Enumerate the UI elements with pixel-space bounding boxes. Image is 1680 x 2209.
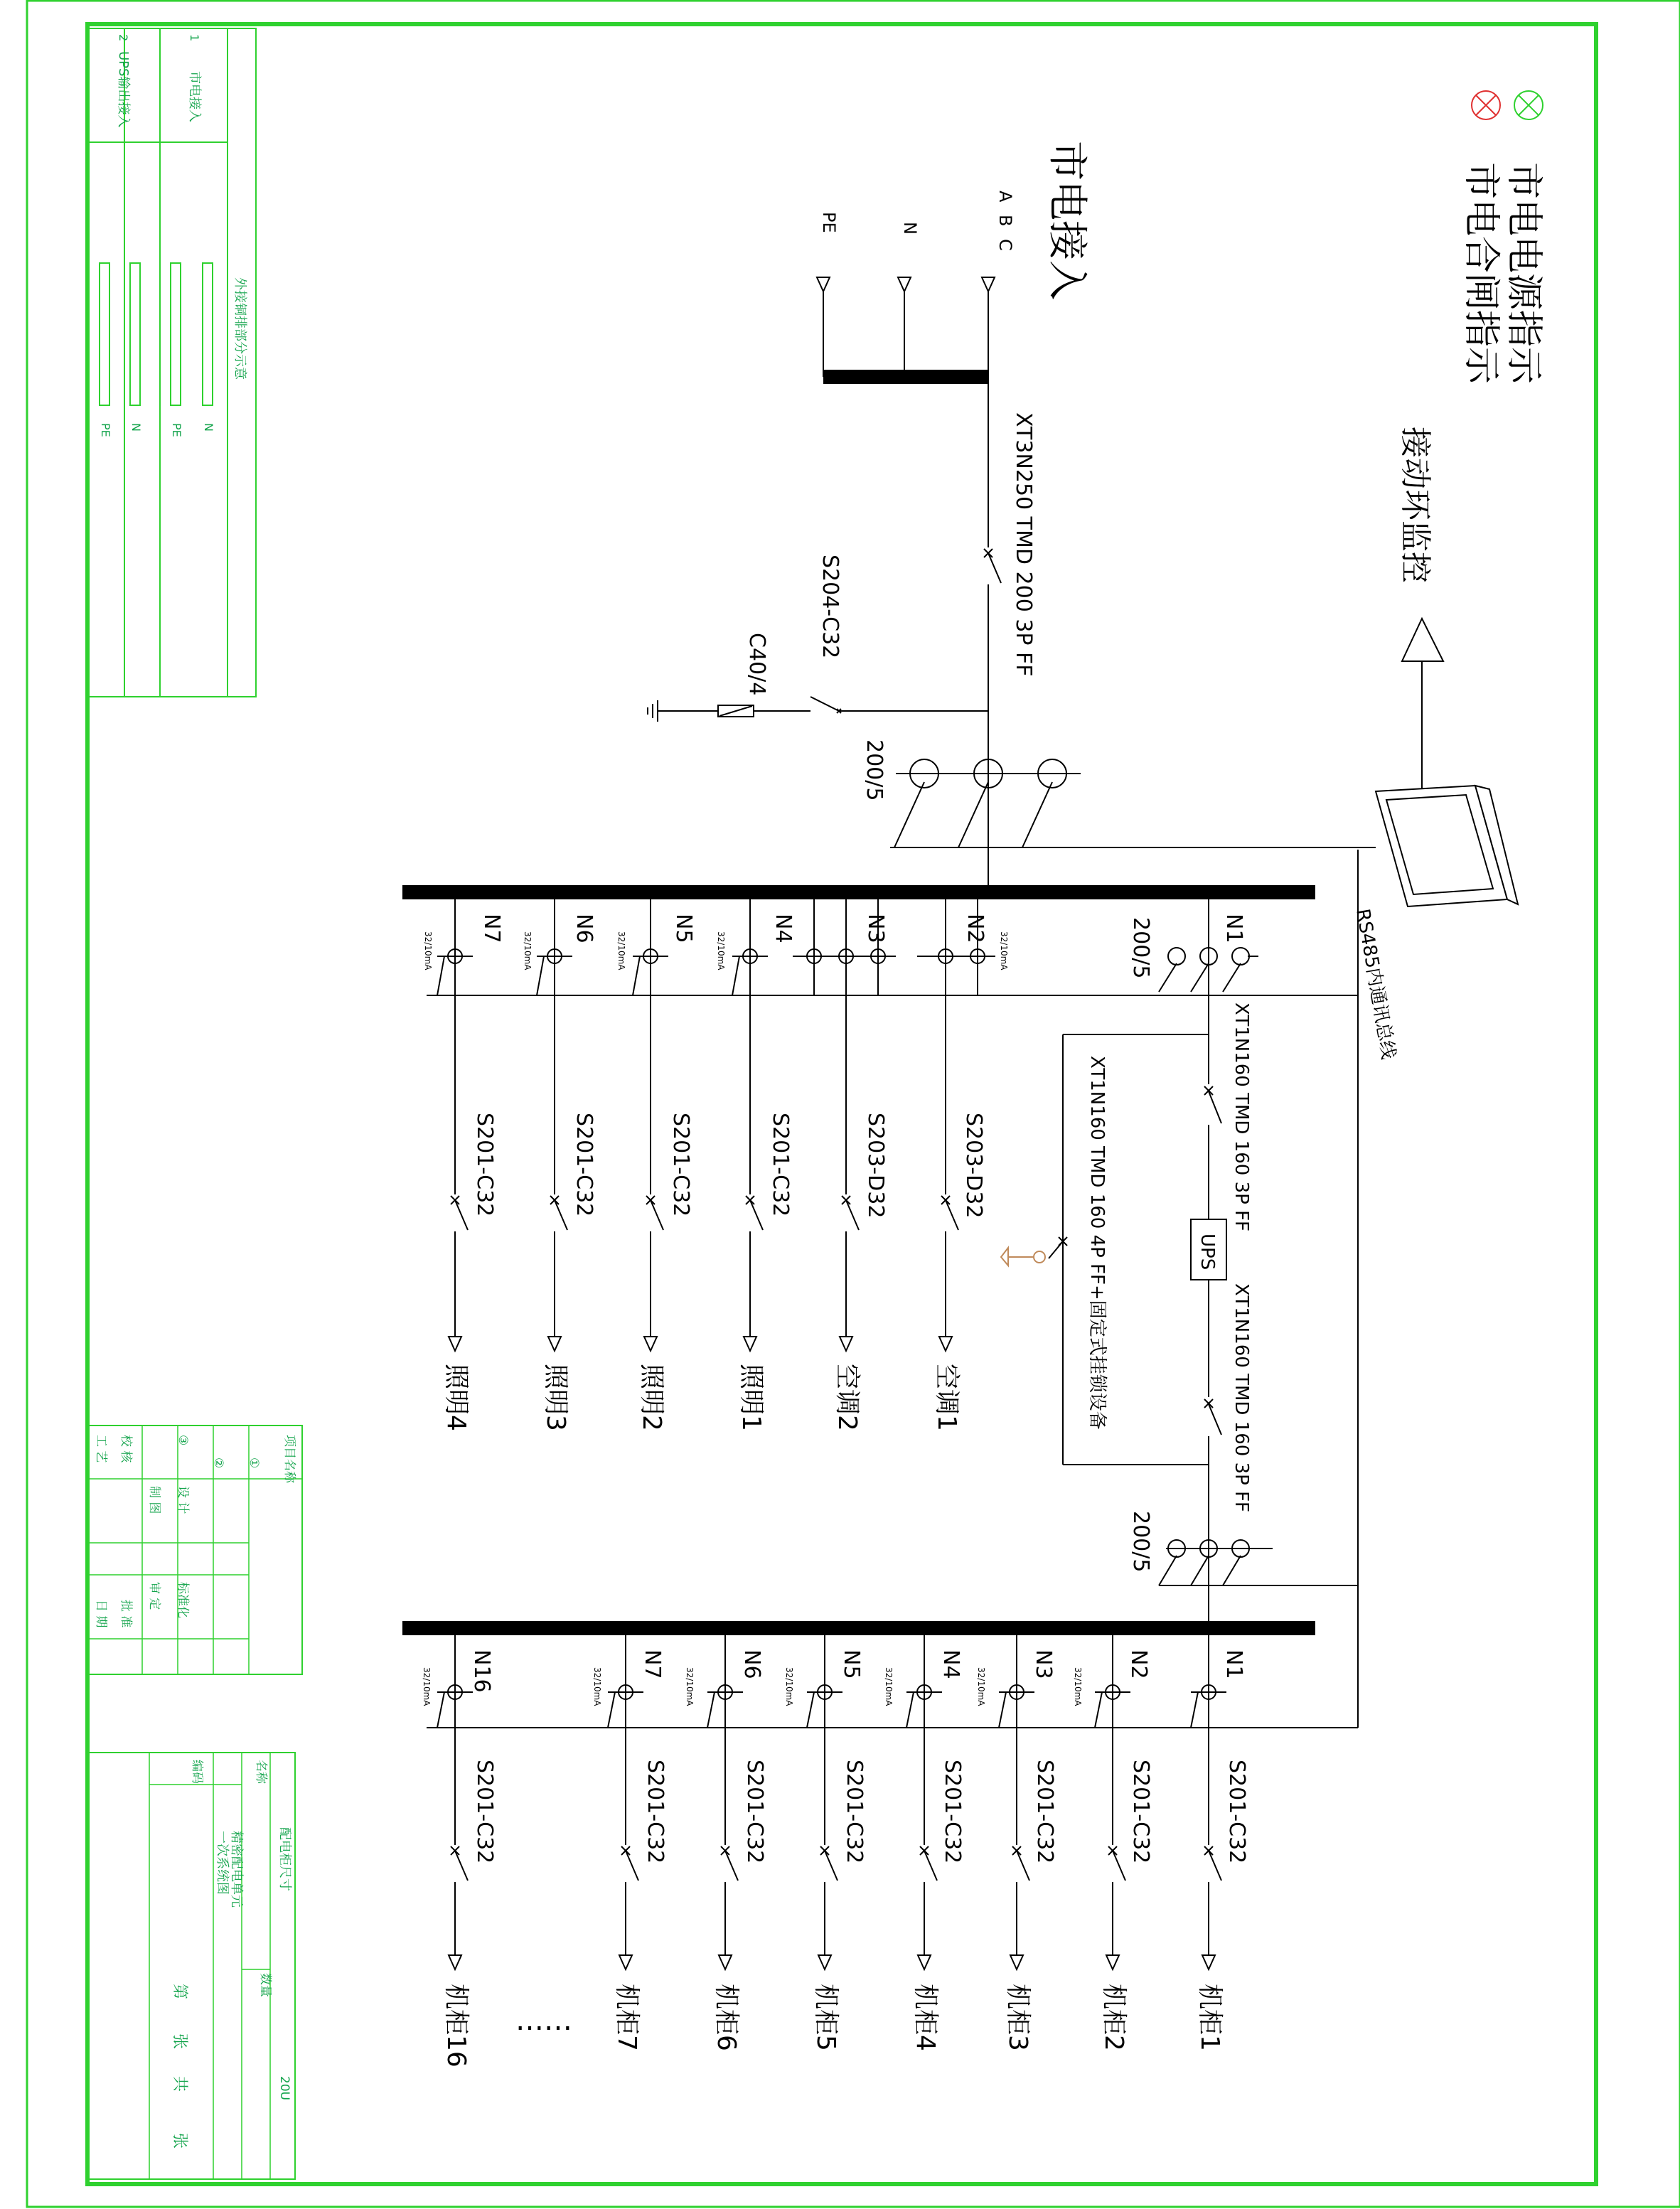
upper-load-n6: 照明3 bbox=[541, 1364, 570, 1431]
lower-load-n4: 机柜4 bbox=[911, 1984, 940, 2051]
lower-load-n3: 机柜3 bbox=[1003, 1984, 1032, 2051]
upper-load-n7: 照明4 bbox=[442, 1364, 471, 1431]
role-draw: 制 图 bbox=[147, 1486, 161, 1514]
lower-node-n16: N16 bbox=[469, 1649, 494, 1693]
main-breaker-label: XT3N250 TMD 200 3P FF bbox=[1011, 412, 1036, 677]
lower-breaker-n5: S201-C32 bbox=[842, 1760, 867, 1864]
lower-node-n5: N5 bbox=[839, 1649, 864, 1679]
lower-rating-n2: 32/10mA bbox=[1073, 1667, 1083, 1706]
monitoring bbox=[890, 427, 1518, 1728]
padlock-icon bbox=[1001, 1248, 1045, 1266]
lower-node-n3: N3 bbox=[1031, 1649, 1056, 1679]
role-approve: 批 准 bbox=[119, 1600, 133, 1628]
busbar-table-title: 外接铜排部分示意 bbox=[232, 277, 247, 380]
lower-breaker-n3: S201-C32 bbox=[1032, 1760, 1057, 1864]
upper-rating-n5: 32/10mA bbox=[616, 931, 626, 970]
ups-out-current-transformers bbox=[1159, 1540, 1358, 1585]
lower-load-n7: 机柜7 bbox=[612, 1984, 641, 2051]
title-block bbox=[89, 1753, 295, 2179]
spd-label: C40/4 bbox=[744, 633, 769, 696]
up-arrow-icon bbox=[1402, 619, 1443, 661]
busbar-row2-no: 2 bbox=[117, 34, 130, 42]
inner-frame bbox=[87, 24, 1596, 2184]
incoming-section bbox=[648, 141, 1090, 892]
ups-out-breaker-symbol bbox=[1204, 1399, 1221, 1435]
upper-node-n6: N6 bbox=[572, 914, 596, 943]
lower-node-n7: N7 bbox=[640, 1649, 665, 1679]
role-review: 审 定 bbox=[147, 1582, 161, 1610]
lower-breaker-n7: S201-C32 bbox=[643, 1760, 668, 1864]
name-value-2: 一次系统图 bbox=[215, 1831, 230, 1895]
upper-rating-n7: 32/10mA bbox=[423, 931, 433, 970]
lower-rating-n4: 32/10mA bbox=[884, 1667, 894, 1706]
monitor-screen-icon bbox=[1376, 786, 1518, 906]
ups-ct-out-label: 200/5 bbox=[1128, 1511, 1153, 1573]
incoming-terminal-icons bbox=[817, 277, 995, 291]
name-label: 名称 bbox=[254, 1760, 268, 1784]
lower-breaker-n2: S201-C32 bbox=[1128, 1760, 1153, 1864]
role-check: 校 核 bbox=[119, 1435, 133, 1463]
ups-in-breaker-label: XT1N160 TMD 160 3P FF bbox=[1231, 1002, 1252, 1232]
ups-out-breaker-label: XT1N160 TMD 160 3P FF bbox=[1231, 1283, 1252, 1513]
busbar-table bbox=[89, 28, 256, 697]
ups-label: UPS bbox=[1197, 1234, 1218, 1271]
sheet-word-4: 张 bbox=[171, 2133, 188, 2149]
upper-rating-n6: 32/10mA bbox=[523, 931, 533, 970]
upper-breaker-n7: S201-C32 bbox=[472, 1113, 497, 1217]
spd-breaker-symbol bbox=[810, 697, 841, 713]
busbar-row2-pe: PE bbox=[99, 423, 112, 437]
upper-node-n5: N5 bbox=[671, 914, 696, 943]
lower-breaker-n16: S201-C32 bbox=[472, 1760, 497, 1864]
upper-node-n7: N7 bbox=[479, 914, 504, 943]
lower-load-n6: 机柜6 bbox=[712, 1984, 741, 2051]
upper-breaker-n4: S201-C32 bbox=[768, 1113, 793, 1217]
upper-node-n3: N3 bbox=[863, 914, 888, 943]
sheet-word-2: 张 bbox=[171, 2033, 188, 2050]
mains-closing-indicator-label: 市电合闸指示 bbox=[1460, 162, 1502, 385]
lower-ellipsis: …… bbox=[515, 2004, 572, 2037]
pe-label: PE bbox=[819, 212, 839, 233]
busbar-row2-name: UPS输出接入 bbox=[116, 51, 131, 128]
lower-load-n16: 机柜16 bbox=[442, 1984, 471, 2068]
lower-feeders bbox=[422, 1635, 1249, 2068]
lower-load-n1: 机柜1 bbox=[1195, 1984, 1224, 2051]
upper-node-n2: N2 bbox=[963, 914, 988, 943]
lower-rating-n6: 32/10mA bbox=[685, 1667, 695, 1706]
rev-2: ② bbox=[211, 1457, 225, 1469]
upper-load-n4: 照明1 bbox=[737, 1364, 766, 1431]
mains-power-indicator-label: 市电电源指示 bbox=[1502, 162, 1545, 385]
upper-breaker-n2: S203-D32 bbox=[961, 1113, 986, 1219]
incoming-title: 市电接入 bbox=[1044, 141, 1090, 300]
busbar-row1-no: 1 bbox=[188, 34, 201, 42]
upper-load-n2: 空调1 bbox=[932, 1364, 961, 1431]
lower-node-n4: N4 bbox=[938, 1649, 963, 1679]
upper-load-n3: 空调2 bbox=[833, 1364, 862, 1431]
ground-icon bbox=[648, 700, 658, 722]
indicators bbox=[1460, 91, 1545, 385]
upper-breaker-n6: S201-C32 bbox=[572, 1113, 596, 1217]
busbar-row1-n: N bbox=[202, 423, 215, 432]
phase-c-label: C bbox=[995, 239, 1015, 251]
bypass-breaker-symbol bbox=[1049, 1237, 1067, 1258]
lower-breaker-n1: S201-C32 bbox=[1224, 1760, 1249, 1864]
lower-rating-n16: 32/10mA bbox=[422, 1667, 432, 1706]
rev-3: ③ bbox=[176, 1435, 190, 1446]
rev-1: ① bbox=[247, 1457, 261, 1469]
cabinet-size-label: 配电柜尺寸 bbox=[277, 1827, 292, 1891]
sheet-word-1: 第 bbox=[171, 1984, 188, 2000]
lower-node-n6: N6 bbox=[739, 1649, 764, 1679]
bypass-breaker-label: XT1N160 TMD 160 4P FF+固定式挂锁设备 bbox=[1086, 1056, 1108, 1430]
lower-load-n5: 机柜5 bbox=[811, 1984, 840, 2051]
lower-rating-n7: 32/10mA bbox=[592, 1667, 602, 1706]
qty-label: 数量 bbox=[258, 1973, 272, 1997]
name-value-1: 精密配电单元 bbox=[229, 1831, 244, 1908]
busbar-row2-n: N bbox=[129, 423, 143, 432]
sheet-word-3: 共 bbox=[171, 2076, 188, 2092]
role-process: 工 艺 bbox=[94, 1435, 108, 1463]
ups-section bbox=[1001, 899, 1358, 1628]
lower-rating-n5: 32/10mA bbox=[784, 1667, 794, 1706]
lower-load-n2: 机柜2 bbox=[1099, 1984, 1128, 2051]
busbar-row1-name: 市电接入 bbox=[187, 71, 202, 122]
green-x-lamp-icon bbox=[1514, 91, 1543, 119]
sign-table bbox=[89, 1426, 302, 1674]
upper-breaker-n5: S201-C32 bbox=[668, 1113, 693, 1217]
upper-node-n1: N1 bbox=[1221, 914, 1246, 943]
rs485-bus-label: RS485内通讯总线 bbox=[1352, 907, 1399, 1061]
project-name-label: 项目名称 bbox=[282, 1435, 296, 1483]
lower-breaker-n4: S201-C32 bbox=[940, 1760, 965, 1864]
upper-rating-n2: 32/10mA bbox=[999, 931, 1009, 970]
lower-node-n2: N2 bbox=[1126, 1649, 1151, 1679]
upper-breaker-n3: S203-D32 bbox=[863, 1113, 888, 1219]
role-date: 日 期 bbox=[94, 1600, 108, 1628]
outer-border bbox=[27, 1, 1680, 2207]
lower-breaker-n6: S201-C32 bbox=[742, 1760, 767, 1864]
upper-node-n4: N4 bbox=[771, 914, 796, 943]
main-breaker-symbol bbox=[984, 549, 1001, 583]
red-x-lamp-icon bbox=[1472, 91, 1500, 119]
upper-load-n5: 照明2 bbox=[637, 1364, 666, 1431]
ups-ct-in-label: 200/5 bbox=[1128, 917, 1153, 979]
lower-node-n1: N1 bbox=[1221, 1649, 1246, 1679]
busbar-row1-pe: PE bbox=[170, 423, 183, 437]
upper-feeders bbox=[423, 899, 1246, 1431]
role-standard: 标准化 bbox=[176, 1582, 190, 1618]
neutral-label: N bbox=[900, 222, 920, 235]
code-label: 编码 bbox=[190, 1760, 204, 1784]
cabinet-size-value: 20U bbox=[277, 2076, 291, 2101]
incoming-ct-label: 200/5 bbox=[862, 739, 887, 801]
ups-in-breaker-symbol bbox=[1204, 1086, 1221, 1123]
phase-a-label: A bbox=[995, 191, 1015, 203]
role-design: 设 计 bbox=[176, 1486, 190, 1514]
phase-b-label: B bbox=[995, 215, 1015, 227]
monitor-label: 接动环监控 bbox=[1397, 427, 1433, 583]
spd-breaker-label: S204-C32 bbox=[818, 555, 842, 659]
upper-rating-n4: 32/10mA bbox=[716, 931, 726, 970]
lower-rating-n3: 32/10mA bbox=[976, 1667, 986, 1706]
